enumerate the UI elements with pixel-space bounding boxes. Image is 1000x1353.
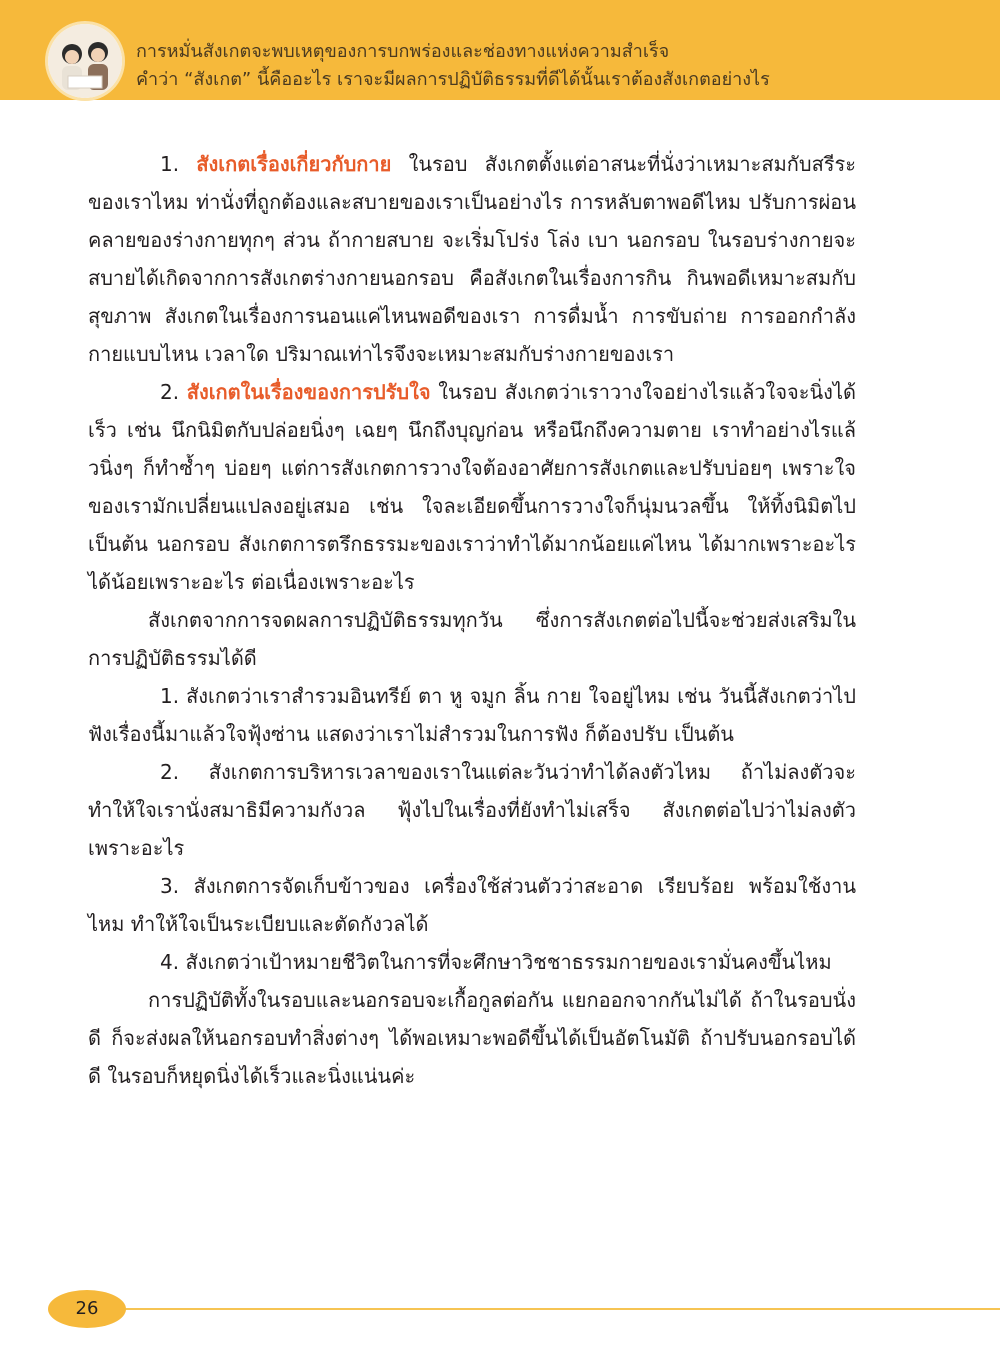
page-number-badge [48,1290,126,1328]
paragraph-3: สังเกตจากการจดผลการปฏิบัติธรรมทุกวัน ซึ่งการสังเกตต่อไปนี้จะช่วยส่งเสริมในการปฏิบัติธรรมได้ดี [88,608,856,670]
paragraph-1-number: 1. [160,152,197,176]
paragraph-1 [88,145,856,373]
paragraph-8: การปฏิบัติทั้งในรอบและนอกรอบจะเกื้อกูลต่อกัน แยกออกจากกันไม่ได้ ถ้าในรอบนั่งดี ก็จะส่งผลให้นอกรอบทำสิ่งต่างๆ ได้พอเหมาะพอดีขึ้นได้เป็นอัตโนมัติ ถ้าปรับนอกรอบได้ดี ในรอบก็หยุดนิ่งได้เร็วและนิ่งแน่นค่ะ [88,988,856,1088]
article-body [88,145,856,1095]
paragraph-2-heading: สังเกตในเรื่องของการปรับใจ [186,380,431,404]
paragraph-1-text: ในรอบ สังเกตตั้งแต่อาสนะที่นั่งว่าเหมาะสมกับสรีระของเราไหม ท่านั่งที่ถูกต้องและสบายของเราเป็นอย่างไร การหลับตาพอดีไหม ปรับการผ่อนคลายของร่างกายทุกๆ ส่วน ถ้ากายสบาย จะเริ่มโปร่ง โล่ง เบา นอกรอบ ในรอบร่างกายจะสบายได้เกิดจากการสังเกตร่างกายนอกรอบ คือสังเกตในเรื่องการกิน กินพอดีเหมาะสมกับสุขภาพ สังเกตในเรื่องการนอนแค่ไหนพอดีของเรา การดื่มน้ำ การขับถ่าย การออกกำลังกายแบบไหน เวลาใด ปริมาณเท่าไรจึงจะเหมาะสมกับร่างกายของเรา [88,152,856,366]
paragraph-4: 1. สังเกตว่าเราสำรวมอินทรีย์ ตา หู จมูก ลิ้น กาย ใจอยู่ไหม เช่น วันนี้สังเกตว่าไปฟังเรื่องนี้มาแล้วใจฟุ้งซ่าน แสดงว่าเราไม่สำรวมในการฟัง ก็ต้องปรับ เป็นต้น [88,684,856,746]
header-subtitle: คำว่า “สังเกต” นี้คืออะไร เราจะมีผลการปฏิบัติธรรมที่ดีได้นั้นเราต้องสังเกตอย่างไร [136,69,770,90]
paragraph-2-text: ในรอบ สังเกตว่าเราวางใจอย่างไรแล้วใจจะนิ่งได้เร็ว เช่น นึกนิมิตกับปล่อยนิ่งๆ เฉยๆ นึกถึงบุญก่อน หรือนึกถึงความตาย เราทำอย่างไรแล้วนิ่งๆ ก็ทำซ้ำๆ บ่อยๆ แต่การสังเกตการวางใจต้องอาศัยการสังเกตและปรับบ่อยๆ เพราะใจของเรามักเปลี่ยนแปลงอยู่เสมอ เช่น ใจละเอียดขึ้นการวางใจก็นุ่มนวลขึ้น ให้ทิ้งนิมิตไปเป็นต้น นอกรอบ สังเกตการตรึกธรรมะของเราว่าทำได้มากน้อยแค่ไหน ได้มากเพราะอะไร ได้น้อยเพราะอะไร ต่อเนื่องเพราะอะไร [88,380,856,594]
page-header [0,0,1000,100]
paragraph-1-heading: สังเกตเรื่องเกี่ยวกับกาย [196,152,392,176]
paragraph-2-number: 2. [160,380,187,404]
paragraph-2 [88,373,856,601]
footer-rule [120,1308,1000,1310]
paragraph-7: 4. สังเกตว่าเป้าหมายชีวิตในการที่จะศึกษาวิชชาธรรมกายของเรามั่นคงขึ้นไหม [160,950,832,974]
two-people-reading-icon [48,24,122,98]
header-photo [48,24,122,98]
header-title: การหมั่นสังเกตจะพบเหตุของการบกพร่องและช่องทางแห่งความสำเร็จ [136,41,670,62]
page-number: 26 [75,1298,99,1319]
paragraph-5: 2. สังเกตการบริหารเวลาของเราในแต่ละวันว่าทำได้ลงตัวไหม ถ้าไม่ลงตัวจะทำให้ใจเรานั่งสมาธิมีความกังวล ฟุ้งไปในเรื่องที่ยังทำไม่เสร็จ สังเกตต่อไปว่าไม่ลงตัวเพราะอะไร [88,760,856,860]
paragraph-6: 3. สังเกตการจัดเก็บข้าวของ เครื่องใช้ส่วนตัวว่าสะอาด เรียบร้อย พร้อมใช้งานไหม ทำให้ใจเป็นระเบียบและตัดกังวลได้ [88,874,856,936]
